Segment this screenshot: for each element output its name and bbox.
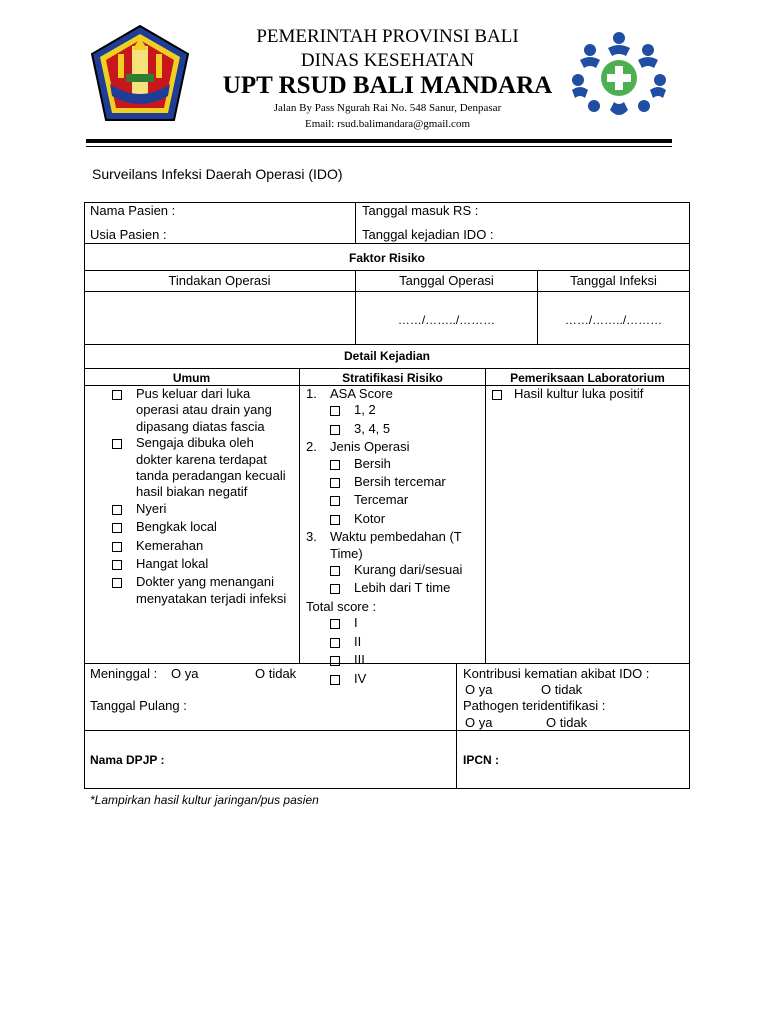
header-rule-thick: [86, 139, 672, 143]
tindakan-operasi-field[interactable]: [86, 293, 354, 343]
tanggal-kejadian-field[interactable]: Tanggal kejadian IDO :: [362, 227, 494, 242]
tanggal-masuk-field[interactable]: Tanggal masuk RS :: [362, 203, 479, 218]
hospital-email: Email: rsud.balimandara@gmail.com: [305, 118, 470, 130]
list-item[interactable]: Pus keluar dari luka operasi atau drain yang dipasang diatas fascia: [112, 386, 292, 435]
list-item[interactable]: Bengkak local: [112, 519, 292, 537]
pathogen-label: Pathogen teridentifikasi :: [463, 698, 606, 713]
checkbox[interactable]: [492, 390, 502, 400]
checkbox[interactable]: [330, 406, 340, 416]
nama-dpjp-field[interactable]: Nama DPJP :: [90, 753, 165, 767]
pathogen-ya-radio[interactable]: O ya: [465, 715, 493, 730]
meninggal-label: Meninggal :: [90, 666, 158, 681]
total-score-label: Total score :: [306, 598, 377, 614]
checkbox[interactable]: [112, 560, 122, 570]
list-item[interactable]: 1, 2: [306, 402, 481, 420]
checkbox[interactable]: [330, 656, 340, 666]
tanggal-pulang-field[interactable]: Tanggal Pulang :: [90, 698, 187, 713]
kontribusi-ya-radio[interactable]: O ya: [465, 682, 493, 697]
waktu-pembedahan-item: 3. Waktu pembedahan (T Time): [306, 529, 462, 561]
list-item[interactable]: Bersih: [306, 456, 481, 474]
list-item[interactable]: Bersih tercemar: [306, 474, 481, 492]
checkbox[interactable]: [330, 515, 340, 525]
header-line-1: PEMERINTAH PROVINSI BALI: [256, 26, 519, 47]
checkbox[interactable]: [112, 505, 122, 515]
checkbox[interactable]: [330, 566, 340, 576]
meninggal-ya-radio[interactable]: O ya: [171, 666, 199, 681]
col-tanggal-infeksi: Tanggal Infeksi: [570, 273, 657, 288]
form-title: Surveilans Infeksi Daerah Operasi (IDO): [92, 166, 343, 182]
checkbox[interactable]: [112, 578, 122, 588]
kontribusi-label: Kontribusi kematian akibat IDO :: [463, 666, 650, 681]
list-item[interactable]: Tercemar: [306, 492, 481, 510]
pathogen-tidak-radio[interactable]: O tidak: [546, 715, 588, 730]
checkbox[interactable]: [330, 496, 340, 506]
meninggal-tidak-radio[interactable]: O tidak: [255, 666, 297, 681]
list-item[interactable]: I: [306, 615, 481, 633]
list-item[interactable]: Lebih dari T time: [306, 580, 481, 598]
asa-score-item: 1. ASA Score: [306, 386, 393, 401]
list-item[interactable]: Hasil kultur luka positif: [492, 386, 687, 404]
umum-checklist: [112, 386, 292, 607]
list-item[interactable]: II: [306, 634, 481, 652]
checkbox[interactable]: [330, 638, 340, 648]
col-tindakan-operasi: Tindakan Operasi: [168, 273, 271, 288]
list-item[interactable]: Sengaja dibuka oleh dokter karena terdapat tanda peradangan kecuali hasil biakan negatif: [112, 435, 292, 501]
nama-pasien-field[interactable]: Nama Pasien :: [90, 203, 176, 218]
checkbox[interactable]: [112, 390, 122, 400]
list-item[interactable]: IV: [306, 671, 481, 689]
list-item[interactable]: Kemerahan: [112, 538, 292, 556]
col-pemeriksaan-lab: Pemeriksaan Laboratorium: [510, 371, 665, 385]
tanggal-infeksi-field[interactable]: ……/……../………: [564, 313, 663, 327]
col-umum: Umum: [172, 371, 211, 385]
faktor-risiko-heading: Faktor Risiko: [348, 251, 426, 265]
checkbox[interactable]: [330, 478, 340, 488]
footnote: *Lampirkan hasil kultur jaringan/pus pasien: [90, 793, 319, 807]
hospital-address: Jalan By Pass Ngurah Rai No. 548 Sanur, Denpasar: [273, 102, 502, 114]
tanggal-operasi-field[interactable]: ……/……../………: [397, 313, 496, 327]
usia-pasien-field[interactable]: Usia Pasien :: [90, 227, 167, 242]
hospital-logo: [570, 30, 668, 120]
checkbox[interactable]: [112, 542, 122, 552]
province-seal-logo: [88, 24, 192, 124]
lab-checklist: [492, 386, 687, 404]
checkbox[interactable]: [330, 460, 340, 470]
checkbox[interactable]: [112, 439, 122, 449]
jenis-operasi-item: 2. Jenis Operasi: [306, 439, 410, 455]
list-item[interactable]: Kotor: [306, 511, 481, 529]
col-tanggal-operasi: Tanggal Operasi: [399, 273, 494, 288]
header-rule-thin: [86, 146, 672, 147]
list-item[interactable]: 3, 4, 5: [306, 421, 481, 439]
list-item[interactable]: Kurang dari/sesuai: [306, 562, 481, 580]
col-stratifikasi-risiko: Stratifikasi Risiko: [342, 371, 443, 385]
ipcn-field[interactable]: IPCN :: [463, 753, 499, 767]
list-item[interactable]: Nyeri: [112, 501, 292, 519]
stratifikasi-checklist: [306, 386, 481, 689]
kontribusi-tidak-radio[interactable]: O tidak: [541, 682, 583, 697]
checkbox[interactable]: [330, 675, 340, 685]
hospital-name: UPT RSUD BALI MANDARA: [222, 72, 553, 99]
header-line-2: DINAS KESEHATAN: [300, 50, 475, 71]
detail-kejadian-heading: Detail Kejadian: [343, 349, 431, 363]
checkbox[interactable]: [330, 584, 340, 594]
checkbox[interactable]: [112, 523, 122, 533]
checkbox[interactable]: [330, 425, 340, 435]
list-item[interactable]: Hangat lokal: [112, 556, 292, 574]
list-item[interactable]: Dokter yang menangani menyatakan terjadi infeksi: [112, 574, 292, 607]
list-item[interactable]: III: [306, 652, 481, 670]
checkbox[interactable]: [330, 619, 340, 629]
